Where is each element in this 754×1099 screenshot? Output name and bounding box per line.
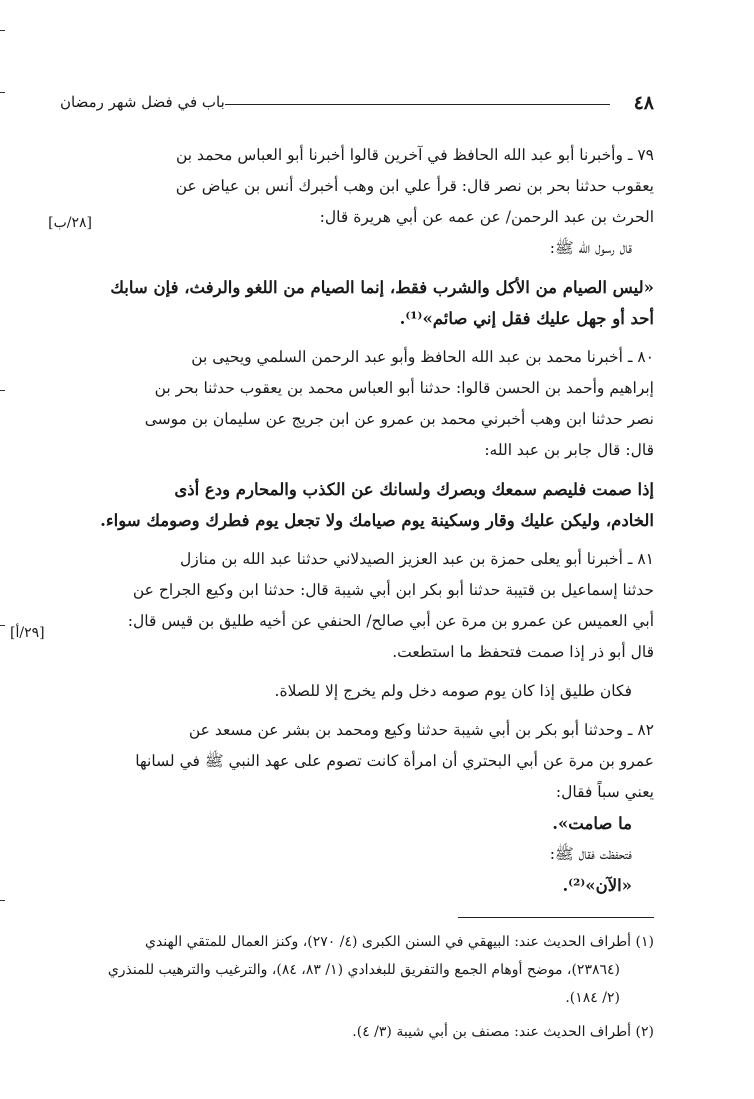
scan-edge-mark [0, 900, 5, 901]
text-line: ٨٢ ـ وحدثنا أبو بكر بن أبي شيبة حدثنا وكيع ومحمد بن بشر عن مسعد عن [188, 721, 654, 739]
text-line: ٧٩ ـ وأخبرنا أبو عبد الله الحافظ في آخرين قالوا أخبرنا أبو العباس محمد بن [175, 146, 654, 164]
chapter-title: باب في فضل شهر رمضان [60, 93, 225, 111]
main-text [60, 140, 654, 901]
paragraph-gap [60, 334, 654, 342]
footnotes [60, 928, 654, 1046]
text-line: الخادم، وليكن عليك وقار وسكينة يوم صيامك ولا تجعل يوم فطرك وصومك سواء. [100, 511, 654, 530]
page-number: ٤٨ [633, 92, 654, 114]
scan-edge-mark [0, 30, 5, 31]
paragraph-gap [60, 264, 654, 272]
paragraph-gap [60, 536, 654, 544]
text-line: فكان طليق إذا كان يوم صومه دخل ولم يخرج إلا للصلاة. [274, 682, 632, 700]
scan-edge-mark [0, 625, 5, 626]
text-line: يعقوب حدثنا بحر بن نصر قال: قرأ علي ابن وهب أخبرك أنس بن عياض عن [175, 177, 654, 195]
scan-edge-mark [0, 390, 5, 391]
header-rule [225, 104, 610, 105]
text-line: أبي العميس عن عمرو بن مرة عن أبي صالح/ الحنفي عن أخيه طليق بن قيس قال: [127, 612, 654, 630]
running-header [60, 92, 654, 118]
scan-edge-mark [0, 92, 5, 93]
footnote-line: (٢٣٨٦٤)، موضح أوهام الجمع والتفريق للبغدادي (١/ ٨٣، ٨٤)، والترغيب والترهيب للمنذري [107, 962, 620, 978]
text-line: «ليس الصيام من الأكل والشرب فقط، إنما الصيام من اللغو والرفث، فإن سابك [110, 278, 654, 297]
text-line: الحرث بن عبد الرحمن/ عن عمه عن أبي هريرة قال: [319, 208, 654, 226]
footnote-rule [458, 917, 654, 918]
text-line: نصر حدثنا ابن وهب أخبرني محمد بن عمرو عن ابن جريج عن سليمان بن موسى [144, 410, 654, 428]
text-line: يعني سباً فقال: [555, 783, 654, 801]
paragraph-gap [60, 466, 654, 474]
footnote-line: (٢) أطراف الحديث عند: مصنف بن أبي شيبة (٣/ ٤). [352, 1024, 654, 1040]
text-line: «الآن»⁽²⁾. [562, 876, 632, 895]
text-line: ٨١ ـ أخبرنا أبو يعلى حمزة بن عبد العزيز الصيدلاني حدثنا عبد الله بن منازل [180, 550, 654, 568]
text-line: أحد أو جهل عليك فقل إني صائم»⁽¹⁾. [399, 309, 654, 328]
margin-folio-28b: [٢٨/ب] [48, 215, 92, 231]
text-line: فتحفظت فقال ﷺ: [549, 845, 632, 863]
margin-folio-29a: [٢٩/أ] [10, 625, 45, 641]
text-line: ٨٠ ـ أخبرنا محمد بن عبد الله الحافظ وأبو عبد الرحمن السلمي ويحيى بن [191, 348, 654, 366]
text-line: قال أبو ذر إذا صمت فتحفظ ما استطعت. [392, 643, 654, 661]
text-line: إذا صمت فليصم سمعك وبصرك ولسانك عن الكذب والمحارم ودع أذى [174, 480, 654, 499]
footnote-line: (١) أطراف الحديث عند: البيهقي في السنن الكبرى (٤/ ٢٧٠)، وكنز العمال للمتقي الهندي [145, 934, 654, 950]
text-line: حدثنا إسماعيل بن قتيبة حدثنا أبو بكر ابن أبي شيبة قال: حدثنا ابن وكيع الجراح عن [132, 581, 654, 599]
text-line: ما صامت». [552, 814, 632, 833]
paragraph-gap [60, 707, 654, 715]
paragraph-gap [60, 668, 654, 676]
footnote-line: (٢/ ١٨٤). [565, 990, 620, 1006]
text-line: قال رسول الله ﷺ: [549, 239, 632, 257]
text-line: قال: قال جابر بن عبد الله: [484, 441, 654, 459]
text-line: إبراهيم وأحمد بن الحسن قالوا: حدثنا أبو العباس محمد بن يعقوب حدثنا بحر بن [154, 379, 654, 397]
text-line: عمرو بن مرة عن أبي البحتري أن امرأة كانت تصوم على عهد النبي ﷺ في لسانها [135, 752, 654, 770]
